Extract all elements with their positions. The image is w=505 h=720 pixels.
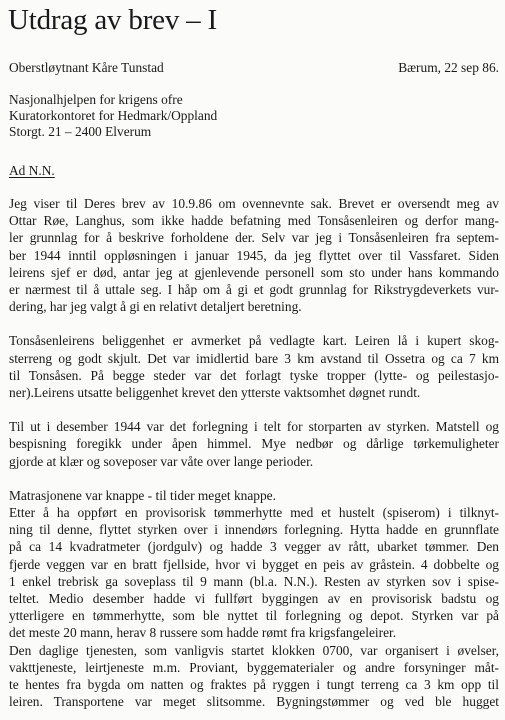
- paragraph-line: Til ut i desember 1944 var det forlegning i telt for storparten av styrken. Matstell og: [9, 419, 499, 435]
- paragraph-line: leiren. Transportene var meget slitsomme. Bygningstømmer og ved ble hugget: [9, 694, 499, 710]
- paragraph-line: vakttjeneste, leirtjeneste m.m. Proviant, byggematerialer og andre forsyninger måt-: [9, 659, 499, 675]
- paragraph-line: sterreng og godt skjult. Det var imidlertid bare 3 km avstand til Ossetra og ca 7 km: [9, 350, 499, 366]
- paragraph-line: ning til denne, flyttet styrken over i innendørs forlegning. Hytta hadde en grunnflate: [9, 522, 499, 538]
- paragraph-line: fjerde veggen var en bratt fjellside, hvor vi bygget en peis av gråstein. 4 dobbelte og: [9, 556, 499, 572]
- recipient-line: Storgt. 21 – 2400 Elverum: [9, 124, 152, 139]
- paragraph-line: gjorde at klær og soveposer var våte over lange perioder.: [9, 453, 314, 469]
- paragraph-line: er nærmest til å uttale seg. I håp om å gi et godt grunnlag for Rikstrygdeverkets vur-: [9, 282, 499, 298]
- paragraph-line: ytterligere en tømmerhytte, som ble nyttet til forlegning og depot. Styrken var på: [9, 608, 499, 624]
- body-paragraph: [9, 418, 499, 470]
- place-date: Bærum, 22 sep 86.: [398, 60, 499, 75]
- body-paragraph: [9, 487, 499, 711]
- letter-header: [9, 59, 499, 77]
- sender-name: Oberstløytnant Kåre Tunstad: [9, 60, 164, 75]
- recipient-line: Nasjonalhjelpen for krigens ofre: [9, 92, 183, 107]
- paragraph-line: Den daglige tjenesten, som vanligvis startet klokken 0700, var organisert i øvelser,: [9, 642, 499, 658]
- paragraph-line: leirens sjef er død, antar jeg at gjenlevende personell som sto under hans kommando: [9, 264, 499, 280]
- paragraph-line: Jeg viser til Deres brev av 10.9.86 om ovennevnte sak. Brevet er oversendt meg av: [9, 196, 499, 211]
- letter-body: [9, 195, 499, 710]
- paragraph-line: Etter å ha oppført en provisorisk tømmerhytte med et hustelt (spiserom) i tilknyt-: [9, 505, 499, 521]
- recipient-line: Kuratorkontoret for Hedmark/Oppland: [9, 108, 218, 123]
- letter-page: [9, 0, 499, 710]
- recipient-address: [9, 92, 499, 140]
- paragraph-line: Ottar Røe, Langhus, som ikke hadde befatning med Tonsåsenleiren og derfor mang-: [9, 213, 499, 229]
- paragraph-line: bespisning foregikk under åpen himmel. Mye nedbør og dårlige tørkemuligheter: [9, 436, 499, 452]
- paragraph-line: ler grunnlag for å beskrive forholdene der. Selv var jeg i Tonsåsenleiren fra septem-: [9, 230, 499, 246]
- paragraph-line: teltet. Medio desember hadde vi fullført byggingen av en provisorisk badstu og: [9, 591, 499, 607]
- paragraph-line: 1 enkel trebrisk ga soveplass til 9 mann (bl.a. N.N.). Resten av styrken sov i spise-: [9, 573, 499, 589]
- page-title: Utdrag av brev – I: [8, 4, 217, 36]
- paragraph-line: dering, har jeg valgt å gi en relativt detaljert beretning.: [9, 299, 302, 315]
- paragraph-line: det meste 20 mann, herav 8 russere som hadde rømt fra krigsfangeleirer.: [9, 625, 397, 641]
- paragraph-line: Tonsåsenleirens beliggenhet er avmerket på vedlagte kart. Leiren lå i kupert skog-: [9, 333, 499, 349]
- body-paragraph: [9, 332, 499, 401]
- subject-line: Ad N.N.: [9, 163, 55, 178]
- paragraph-line: ner).Leirens utsatte beliggenhet krevet den ytterste vaktsomhet døgnet rundt.: [9, 385, 421, 401]
- paragraph-line: Matrasjonene var knappe - til tider meget knappe.: [9, 487, 276, 503]
- paragraph-line: ber 1944 inntil oppløsningen i januar 1945, da jeg flyttet over til Vassfaret. Siden: [9, 247, 499, 263]
- body-paragraph: [9, 195, 499, 315]
- paragraph-line: te hentes fra bygda om natten og fraktes på ryggen i tungt terreng ca 3 km opp til: [9, 677, 499, 693]
- paragraph-line: til Tonsåsen. På begge steder var det forlagt tyske tropper (lytte- og peilestasjo-: [9, 367, 499, 383]
- paragraph-line: på ca 14 kvadratmeter (jordgulv) og hadde 3 vegger av rått, ubarket tømmer. Den: [9, 539, 499, 555]
